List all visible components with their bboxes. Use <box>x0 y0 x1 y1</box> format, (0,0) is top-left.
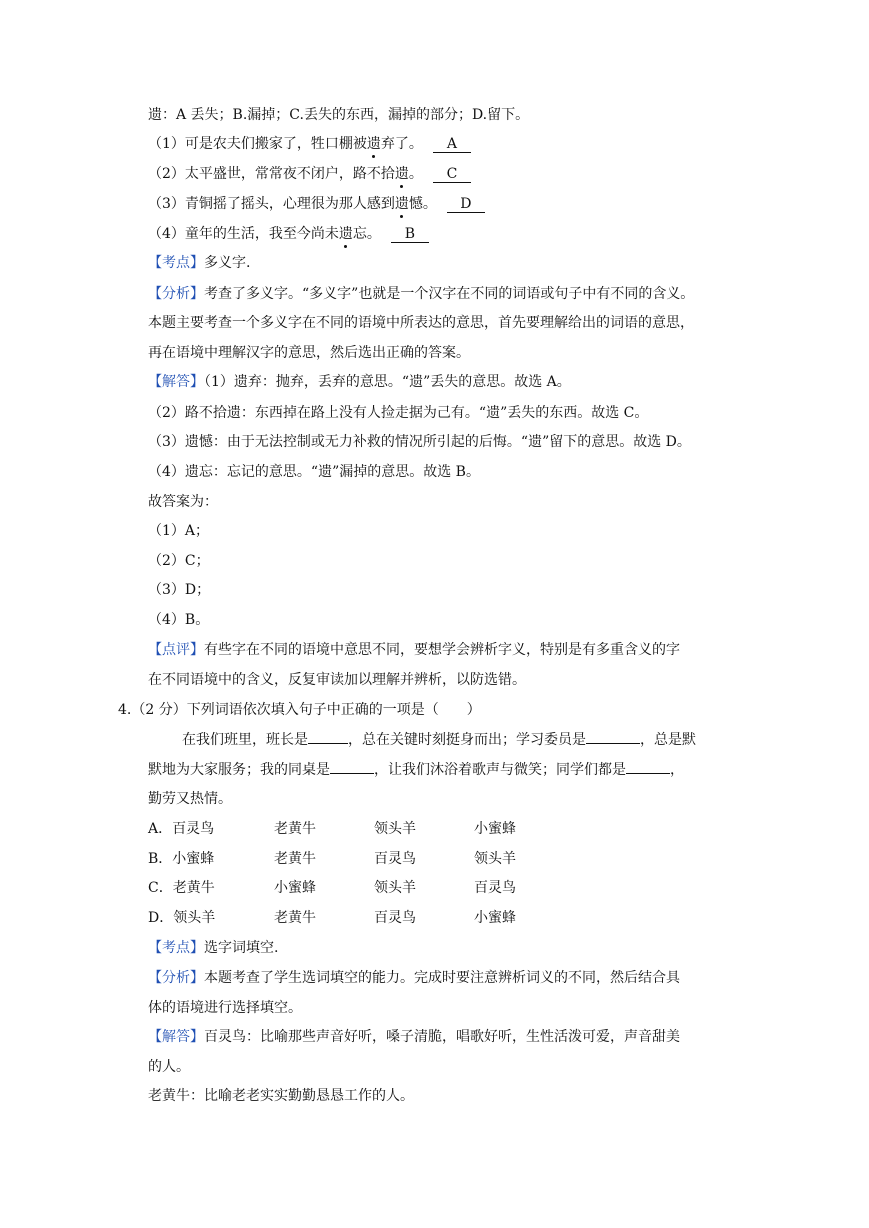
fill-blank <box>586 743 640 744</box>
question-stem: 4.（2 分）下列词语依次填入句子中正确的一项是（ ） <box>118 702 481 718</box>
answer-line: （4）B。 <box>148 612 210 628</box>
list-item: （3）青铜摇了摇头，心理很为那人感到遗憾。 D <box>148 194 485 214</box>
fenxi-line: 本题主要考查一个多义字在不同的语境中所表达的意思，首先要理解给出的词语的意思， <box>148 315 694 331</box>
kaodian-tag: 【考点】 <box>148 255 204 271</box>
jieda-line: 【解答】百灵鸟：比喻那些声音好听，嗓子清脆，唱歌好听，生性活泼可爱，声音甜美 <box>148 1029 680 1045</box>
jieda-line: 老黄牛：比喻老老实实勤勤恳恳工作的人。 <box>148 1088 414 1104</box>
fenxi-line: 【分析】考查了多义字。“多义字”也就是一个汉字在不同的词语或句子中有不同的含义。 <box>148 286 695 302</box>
list-item: （4）童年的生活，我至今尚未遗忘。 B <box>148 224 429 244</box>
jieda-line: 的人。 <box>148 1059 190 1075</box>
option-d[interactable]: D．领头羊 老黄牛 百灵鸟 小蜜蜂 <box>148 910 516 926</box>
jieda-tag: 【解答】 <box>148 1029 204 1045</box>
fill-blank <box>626 773 670 774</box>
fill-blank <box>308 743 348 744</box>
jieda-line: （3）遗憾：由于无法控制或无力补救的情况所引起的后悔。“遗”留下的意思。故选 D。 <box>148 434 691 450</box>
jieda-line: 【解答】（1）遗弃：抛弃，丢弃的意思。“遗”丢失的意思。故选 A。 <box>148 374 571 390</box>
kaodian-line: 【考点】选字词填空. <box>148 940 279 956</box>
kaodian-tag: 【考点】 <box>148 940 204 956</box>
answer-line: （2）C； <box>148 553 210 569</box>
list-item: （2）太平盛世，常常夜不闭户，路不拾遗。 C <box>148 164 471 184</box>
answer-blank: D <box>447 196 485 213</box>
dianping-tag: 【点评】 <box>148 642 204 658</box>
answer-blank: B <box>391 226 429 243</box>
fenxi-tag: 【分析】 <box>148 286 204 302</box>
option-a[interactable]: A．百灵鸟 老黄牛 领头羊 小蜜蜂 <box>148 821 516 837</box>
list-item: （1）可是农夫们搬家了，牲口棚被遗弃了。 A <box>148 134 471 154</box>
passage-line: 勤劳又热情。 <box>148 791 232 807</box>
passage-line: 在我们班里，班长是 ，总在关键时刻挺身而出；学习委员是 ，总是默 <box>182 732 696 748</box>
fenxi-tag: 【分析】 <box>148 970 204 986</box>
answer-intro: 故答案为： <box>148 494 218 510</box>
definition-line: 遗：A 丢失；B.漏掉；C.丢失的东西，漏掉的部分；D.留下。 <box>148 107 530 123</box>
passage-line: 默地为大家服务；我的同桌是 ，让我们沐浴着歌声与微笑；同学们都是 ， <box>148 762 684 778</box>
answer-line: （1）A； <box>148 523 210 539</box>
jieda-line: （4）遗忘：忘记的意思。“遗”漏掉的意思。故选 B。 <box>148 464 480 480</box>
dianping-line: 【点评】有些字在不同的语境中意思不同，要想学会辨析字义，特别是有多重含义的字 <box>148 642 680 658</box>
option-c[interactable]: C．老黄牛 小蜜蜂 领头羊 百灵鸟 <box>148 880 516 896</box>
fenxi-line: 再在语境中理解汉字的意思，然后选出正确的答案。 <box>148 345 470 361</box>
fenxi-line: 【分析】本题考查了学生选词填空的能力。完成时要注意辨析词义的不同，然后结合具 <box>148 970 680 986</box>
jieda-line: （2）路不拾遗：东西掉在路上没有人捡走据为己有。“遗”丢失的东西。故选 C。 <box>148 405 649 421</box>
jieda-tag: 【解答】 <box>148 374 204 390</box>
kaodian-line: 【考点】多义字. <box>148 255 251 271</box>
fill-blank <box>330 773 374 774</box>
option-b[interactable]: B．小蜜蜂 老黄牛 百灵鸟 领头羊 <box>148 851 516 867</box>
answer-blank: A <box>433 136 471 153</box>
dianping-line: 在不同语境中的含义，反复审读加以理解并辨析，以防选错。 <box>148 672 526 688</box>
fenxi-line: 体的语境进行选择填空。 <box>148 1000 302 1016</box>
answer-blank: C <box>433 166 471 183</box>
answer-line: （3）D； <box>148 582 211 598</box>
